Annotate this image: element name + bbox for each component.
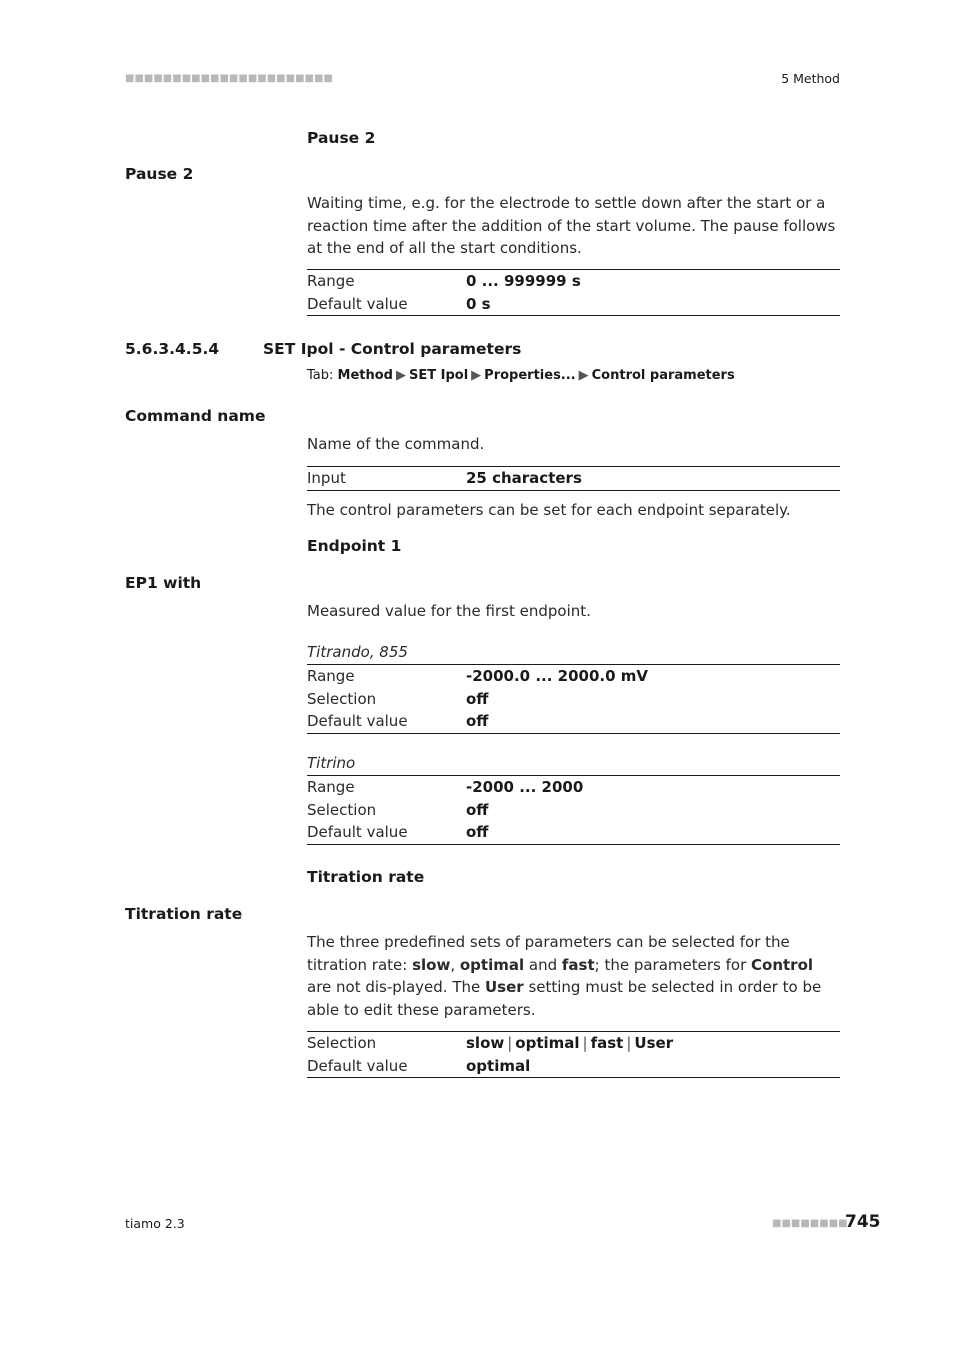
row-value: -2000.0 ... 2000.0 mV <box>466 667 648 685</box>
breadcrumb-separator-icon: ▶ <box>471 368 482 383</box>
titrando-table <box>307 664 840 734</box>
row-key: Default value <box>307 823 408 841</box>
table-row <box>307 799 840 822</box>
option-separator: | <box>626 1034 632 1052</box>
row-key: Default value <box>307 712 408 730</box>
titration-rate-description <box>307 931 842 1021</box>
table-row <box>307 293 840 316</box>
row-value: 25 characters <box>466 469 582 487</box>
option-slow: slow <box>466 1034 505 1052</box>
row-value: off <box>466 823 489 841</box>
row-value: optimal <box>466 1056 531 1075</box>
breadcrumb-separator-icon: ▶ <box>578 368 589 383</box>
row-key: Range <box>307 778 355 796</box>
option-user: User <box>634 1034 674 1052</box>
table-row <box>307 821 840 844</box>
titrando-caption: Titrando, 855 <box>307 643 408 661</box>
row-value: off <box>466 689 489 708</box>
row-key: Range <box>307 667 355 685</box>
titrino-table <box>307 775 840 845</box>
breadcrumb-item: Properties... <box>484 368 576 383</box>
row-value: off <box>466 712 489 730</box>
row-value: off <box>466 800 489 819</box>
control-params-note: The control parameters can be set for each endpoint separately. <box>307 501 791 519</box>
row-key: Default value <box>307 294 408 313</box>
pause2-param-name: Pause 2 <box>125 165 194 183</box>
emphasis-term: User <box>485 978 524 996</box>
breadcrumb <box>307 368 735 383</box>
option-optimal: optimal <box>515 1034 580 1052</box>
table-row <box>307 1055 840 1078</box>
table-row <box>307 688 840 711</box>
emphasis-term: slow <box>412 955 451 974</box>
row-key: Default value <box>307 1056 408 1075</box>
description-text: and <box>524 955 562 974</box>
emphasis-term: optimal <box>459 955 525 974</box>
header-marker: ■■■■■■■■■■■■■■■■■■■■■■ <box>125 73 333 84</box>
titration-rate-table <box>307 1031 840 1078</box>
section-number: 5.6.3.4.5.4 <box>125 340 220 358</box>
chapter-title: 5 Method <box>781 71 840 86</box>
page-number: 745 <box>845 1212 881 1232</box>
row-value: -2000 ... 2000 <box>466 778 584 796</box>
row-key: Range <box>307 272 355 290</box>
table-row <box>307 270 840 293</box>
command-name-param: Command name <box>125 407 266 425</box>
titration-rate-subheading: Titration rate <box>307 868 425 886</box>
ep1-param-name: EP1 with <box>125 574 202 592</box>
ep1-description: Measured value for the first endpoint. <box>307 602 591 620</box>
description-text: The three predefined sets of parameters can be selected for the titration rate: <box>307 933 790 974</box>
table-row <box>307 1032 840 1055</box>
row-value: 0 ... 999999 s <box>466 272 581 290</box>
description-text: are not dis-played. The <box>307 978 485 996</box>
row-key: Selection <box>307 1034 377 1052</box>
row-key: Input <box>307 469 346 487</box>
breadcrumb-prefix: Tab: <box>307 368 334 383</box>
endpoint1-subheading: Endpoint 1 <box>307 537 402 555</box>
titration-rate-param-name: Titration rate <box>125 905 243 923</box>
breadcrumb-item: Method <box>337 368 393 383</box>
product-name: tiamo 2.3 <box>125 1216 185 1231</box>
table-row <box>307 776 840 799</box>
row-key: Selection <box>307 689 377 708</box>
option-separator: | <box>582 1034 588 1052</box>
table-row <box>307 710 840 733</box>
row-key: Selection <box>307 800 377 819</box>
option-separator: | <box>507 1034 513 1052</box>
description-text: setting must be selected in order to be able to edit these parameters. <box>307 978 822 1019</box>
emphasis-term: fast <box>561 955 595 974</box>
row-value: 0 s <box>466 294 491 313</box>
pause2-table <box>307 269 840 316</box>
section-title: SET Ipol - Control parameters <box>263 340 522 358</box>
table-row <box>307 467 840 490</box>
command-name-table <box>307 466 840 491</box>
command-name-description: Name of the command. <box>307 435 485 453</box>
table-row <box>307 665 840 688</box>
breadcrumb-item: Control parameters <box>591 368 735 383</box>
emphasis-term: Control <box>751 955 814 974</box>
pause2-subheading: Pause 2 <box>307 129 376 147</box>
description-text: , <box>450 955 460 974</box>
breadcrumb-separator-icon: ▶ <box>396 368 406 383</box>
option-fast: fast <box>590 1034 624 1052</box>
breadcrumb-item: SET Ipol <box>409 368 469 383</box>
description-text: ; the parameters for <box>594 955 752 974</box>
pause2-description: Waiting time, e.g. for the electrode to settle down after the start or a reaction time after the addition of the start volume. The pause follows at the end of all the start conditions. <box>307 194 836 257</box>
titrino-caption: Titrino <box>307 754 356 772</box>
selection-options <box>466 1032 673 1055</box>
footer-marker: ■■■■■■■■ <box>772 1218 848 1229</box>
